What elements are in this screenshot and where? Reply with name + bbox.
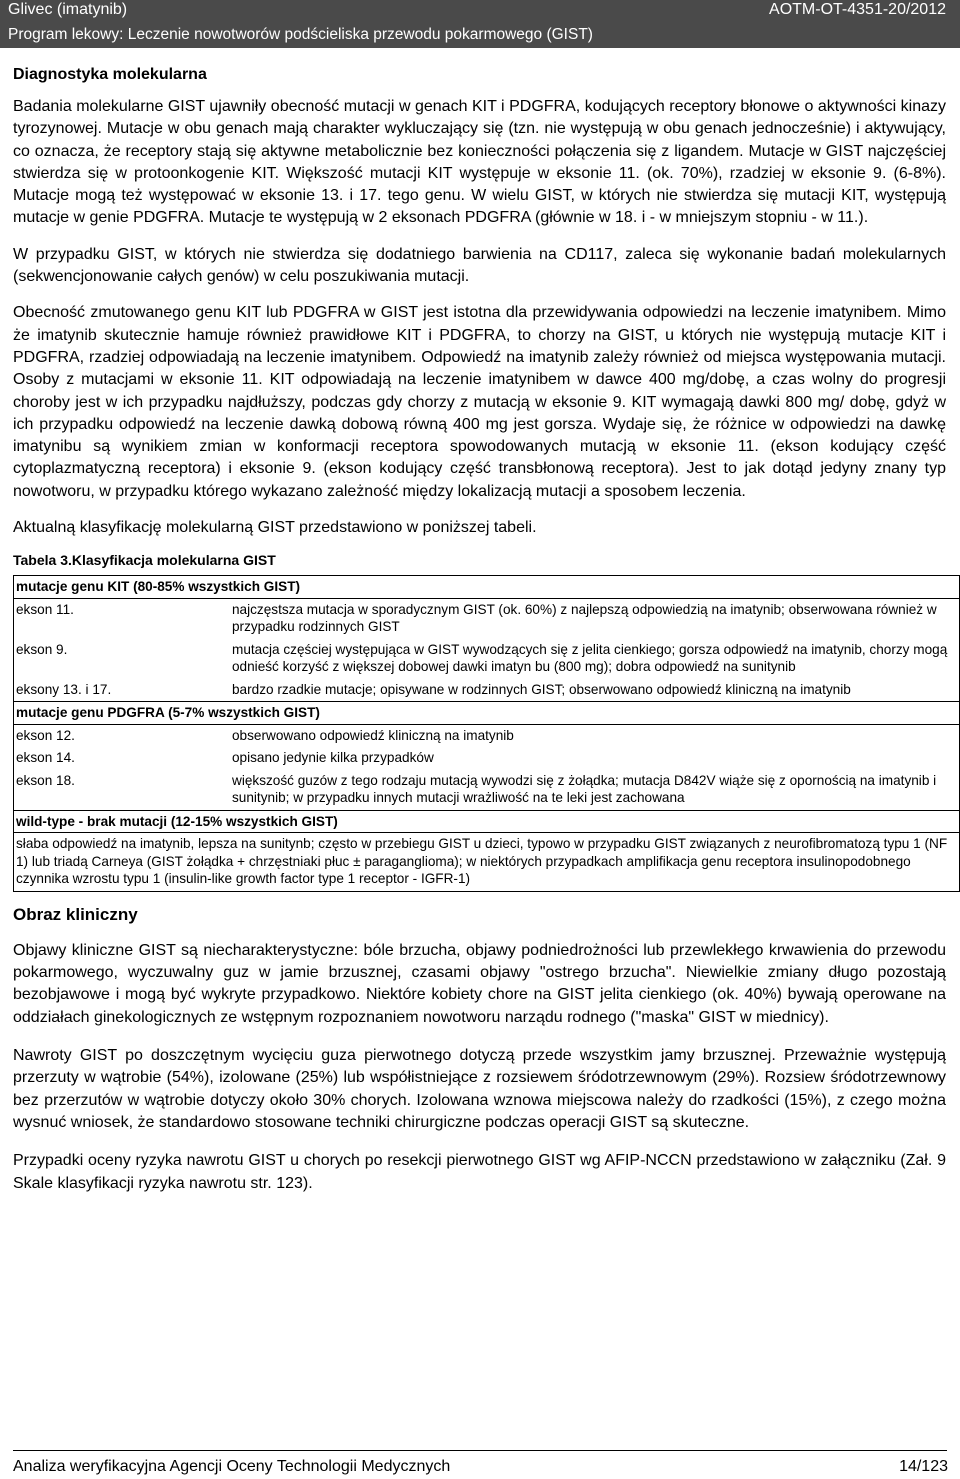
table-cell-description: bardzo rzadkie mutacje; opisywane w rodzinnych GIST; obserwowano odpowiedź kliniczną na imatynib (230, 679, 960, 702)
table-cell-exon: ekson 9. (14, 639, 231, 679)
footer-divider (13, 1450, 947, 1451)
paragraph: W przypadku GIST, w których nie stwierdza się dodatniego barwienia na CD117, zaleca się wykonanie badań molekularnych (sekwencjonowanie całych genów) w celu poszukiwania mutacji. (13, 245, 946, 286)
table-row (14, 598, 960, 639)
table-cell-exon: eksony 13. i 17. (14, 679, 231, 702)
paragraph: Badania molekularne GIST ujawniły obecność mutacji w genach KIT i PDGFRA, kodujących receptory błonowe o aktywności kinazy tyrozynowej. Mutacje w obu genach mają charakter wykluczający się (tzn. nie występują w obu genach jednocześnie) i aktywujący, co oznacza, że receptory stają się aktywne metabolicznie bez konieczności połączenia się z ligandem. Mutacje w GIST najczęściej stwierdza się w protoonkogenie KIT. Większość mutacji KIT występuje w eksonie 11. (ok. 70%), rzadziej w eksonie 9. (6-8%). Mutacje mogą też występować w eksonie 13. i 17. tego genu. W wielu GIST, w których nie stwierdza się mutacji KIT, występują mutacje w genie PDGFRA. Mutacje te występują w 2 eksonach PDGFRA (głównie w 18. i - w mniejszym stopniu - w 11.). (13, 98, 946, 227)
table-cell-description: większość guzów z tego rodzaju mutacją wywodzi się z żołądka; mutacja D842V wiąże się z opornością na imatynib i sunitynib; w przypadku innych mutacji wrażliwość na te leki jest zachowana (230, 770, 960, 811)
table-row (14, 639, 960, 679)
header-doc-id: AOTM-OT-4351-20/2012 (769, 1, 946, 18)
table-row (14, 770, 960, 811)
table-cell-description: obserwowano odpowiedź kliniczną na imatynib (230, 724, 960, 747)
table-cell-exon: ekson 14. (14, 747, 231, 770)
table-cell-description: najczęstsza mutacja w sporadycznym GIST (ok. 60%) z najlepszą odpowiedzią na imatynib; obserwowana również w przypadku rodzinnych GIST (230, 598, 960, 639)
table-row (14, 747, 960, 770)
table-cell-description: mutacja częściej występująca w GIST wywodzących się z jelita cienkiego; gorsza odpowiedź na imatynib, chorzy mogą odnieść korzyść z większej dobowej dawki imatyn bu (800 mg); dobra odpowiedź na sunitynib (230, 639, 960, 679)
table-cell-exon: ekson 12. (14, 724, 231, 747)
table-cell-exon: ekson 18. (14, 770, 231, 811)
table-group-header: mutacje genu KIT (80-85% wszystkich GIST) (14, 576, 960, 599)
section-title-clinical-picture: Obraz kliniczny (13, 904, 138, 924)
table-cell-description: słaba odpowiedź na imatynib, lepsza na sunitynb; często w przebiegu GIST u dzieci, typowo w przypadku GIST związanych z neurofibromatozą typu 1 (NF 1) lub triadą Carneya (GIST żołądka + chrzęstniaki płuc ± paraganglioma); w niektórych przypadkach amplifikacja genu receptora insulinopodobnego czynnika wzrostu typu 1 (insulin-like growth factor type 1 receptor - IGFR-1) (14, 833, 960, 892)
document-body (13, 64, 946, 1195)
paragraph: Objawy kliniczne GIST są niecharakterystyczne: bóle brzucha, objawy podniedrożności lub przewlekłego krwawienia do przewodu pokarmowego, wyczuwalny guz w jamie brzusznej, czasami objawy "ostrego brzucha". Niewielkie zmiany długo pozostają bezobjawowe i mogą być wykryte przypadkowo. Niektóre kobiety chore na GIST jelita cienkiego (ok. 40%) bywają operowane na oddziałach ginekologicznych ze wstępnym rozpoznaniem nowotworu narządu rodnego ("maska" GIST w miednicy). (13, 941, 946, 1026)
classification-table (13, 575, 960, 892)
table-row (14, 833, 960, 892)
table-row (14, 724, 960, 747)
page-number: 14/123 (899, 1458, 948, 1475)
header-drug-title: Glivec (imatynib) (8, 1, 128, 18)
table-cell-exon: ekson 11. (14, 598, 231, 639)
paragraph: Obecność zmutowanego genu KIT lub PDGFRA w GIST jest istotna dla przewidywania odpowiedzi na leczenie imatynibem. Mimo że imatynib skutecznie hamuje również prawidłowe KIT i PDGFRA, to chorzy na GIST, u których nie występują mutacje KIT i PDGFRA, rzadziej odpowiadają na leczenie imatynibem. Odpowiedź na imatynib zależy również od miejsca występowania mutacji. Osoby z mutacjami w eksonie 11. KIT odpowiadają na leczenie imatynibem w dawce 400 mg/dobę, a czas wolny do progresji choroby jest w ich przypadku najdłuższy, podczas gdy chorzy z mutacją w eksonie 9. KIT wymagają dawki 800 mg/ dobę, gdyż w ich przypadku odpowiedź na leczenie dawką dobową równą 400 mg jest gorsza. Wydaje się, że różnice w odpowiedzi na dawkę imatynibu są wynikiem zmian w konformacji receptora spowodowanych mutacją w eksonie 11. (ekson kodujący część cytoplazmatyczną receptora) i eksonie 9. (ekson kodujący część transbłonową receptora). Jest to jak dotąd jedyny znany typ nowotworu, w przypadku którego wykazano zależność między lokalizacją mutacji a sposobem leczenia. (13, 304, 946, 500)
page-header (0, 0, 960, 48)
table-group-header: wild-type - brak mutacji (12-15% wszystkich GIST) (14, 810, 960, 833)
paragraph: Aktualną klasyfikację molekularną GIST przedstawiono w poniższej tabeli. (13, 519, 537, 537)
table-cell-description: opisano jedynie kilka przypadków (230, 747, 960, 770)
table-caption: Tabela 3.Klasyfikacja molekularna GIST (13, 552, 276, 569)
paragraph: Przypadki oceny ryzyka nawrotu GIST u chorych po resekcji pierwotnego GIST wg AFIP-NCCN przedstawiono w załączniku (Zał. 9 Skale klasyfikacji ryzyka nawrotu str. 123). (13, 1152, 946, 1192)
section-title-molecular-diagnostics: Diagnostyka molekularna (13, 66, 207, 83)
paragraph: Nawroty GIST po doszczętnym wycięciu guza pierwotnego dotyczą przede wszystkim jamy brzusznej. Przeważnie występują przerzuty w wątrobie (54%), izolowane (25%) lub współistniejące z rozsiewem śródotrzewnowym (29%). Rozsiew śródotrzewnowy bez przerzutów w wątrobie dotyczy około 30% chorych. Izolowana wznowa miejscowa należy do rzadkości (15%), z czego można wysnuć wniosek, że standardowo stosowane techniki chirurgiczne podczas operacji GIST są skuteczne. (13, 1047, 946, 1131)
header-program-subtitle: Program lekowy: Leczenie nowotworów podścieliska przewodu pokarmowego (GIST) (8, 26, 593, 43)
footer-agency-text: Analiza weryfikacyjna Agencji Oceny Technologii Medycznych (13, 1458, 451, 1475)
table-row (14, 679, 960, 702)
table-group-header: mutacje genu PDGFRA (5-7% wszystkich GIST) (14, 702, 960, 725)
